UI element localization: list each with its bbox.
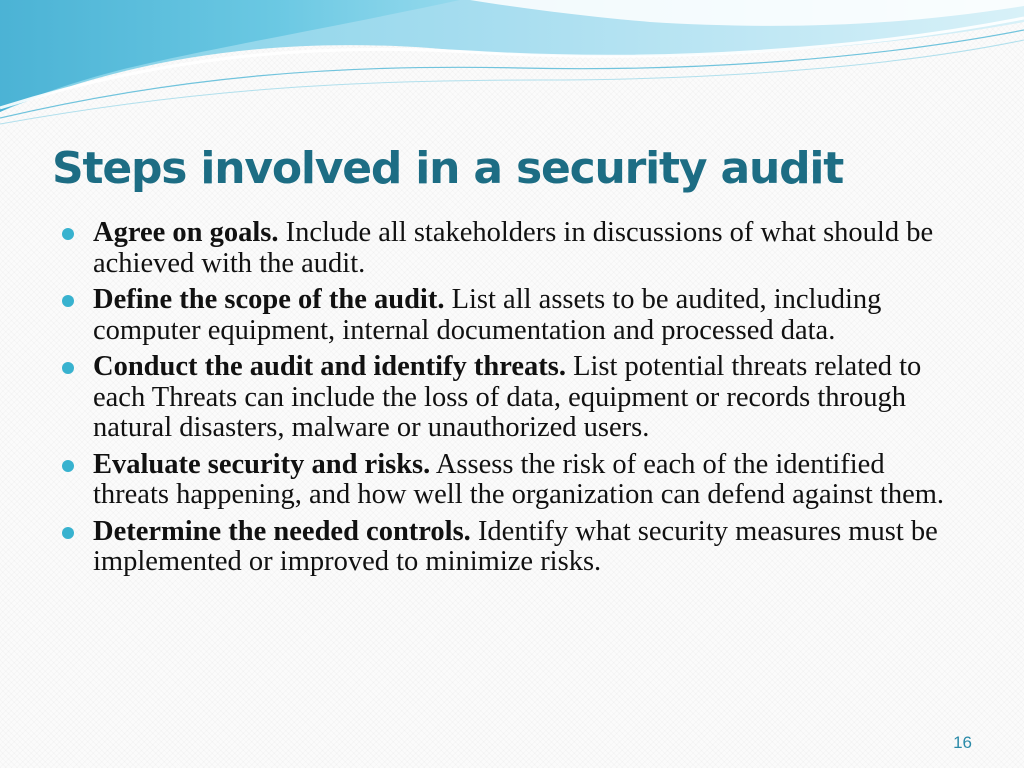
bullet-list <box>62 218 962 584</box>
bullet-body-text: List potential threats related to each Threats can include the loss of data, equipment or records through natural disasters, malware or unauthorized users. <box>93 351 922 443</box>
bullet-item <box>62 285 962 346</box>
bullet-dot-icon <box>62 228 74 240</box>
bullet-body-text: Assess the risk of each of the identified threats happening, and how well the organization can defend against them. <box>93 448 945 510</box>
bullet-lead-text: Conduct the audit and identify threats. <box>93 351 566 382</box>
slide-title: Steps involved in a security audit <box>52 143 844 194</box>
header-wave-decoration <box>0 0 1024 130</box>
bullet-body-text: Identify what security measures must be implemented or improved to minimize risks. <box>93 515 938 577</box>
bullet-dot-icon <box>62 460 74 472</box>
bullet-dot-icon <box>62 295 74 307</box>
bullet-dot-icon <box>62 362 74 374</box>
bullet-dot-icon <box>62 527 74 539</box>
bullet-lead-text: Agree on goals. <box>93 217 279 248</box>
bullet-lead-text: Evaluate security and risks. <box>93 448 431 480</box>
bullet-item <box>62 218 962 279</box>
bullet-item <box>62 352 962 444</box>
bullet-body-text: Include all stakeholders in discussions of what should be achieved with the audit. <box>93 217 934 279</box>
page-number: 16 <box>953 733 972 752</box>
bullet-lead-text: Define the scope of the audit. <box>93 284 445 315</box>
bullet-body-text: List all assets to be audited, including computer equipment, internal documentation and processed data. <box>93 284 882 346</box>
bullet-item <box>62 450 962 511</box>
bullet-lead-text: Determine the needed controls. <box>93 515 471 547</box>
bullet-item <box>62 517 962 578</box>
